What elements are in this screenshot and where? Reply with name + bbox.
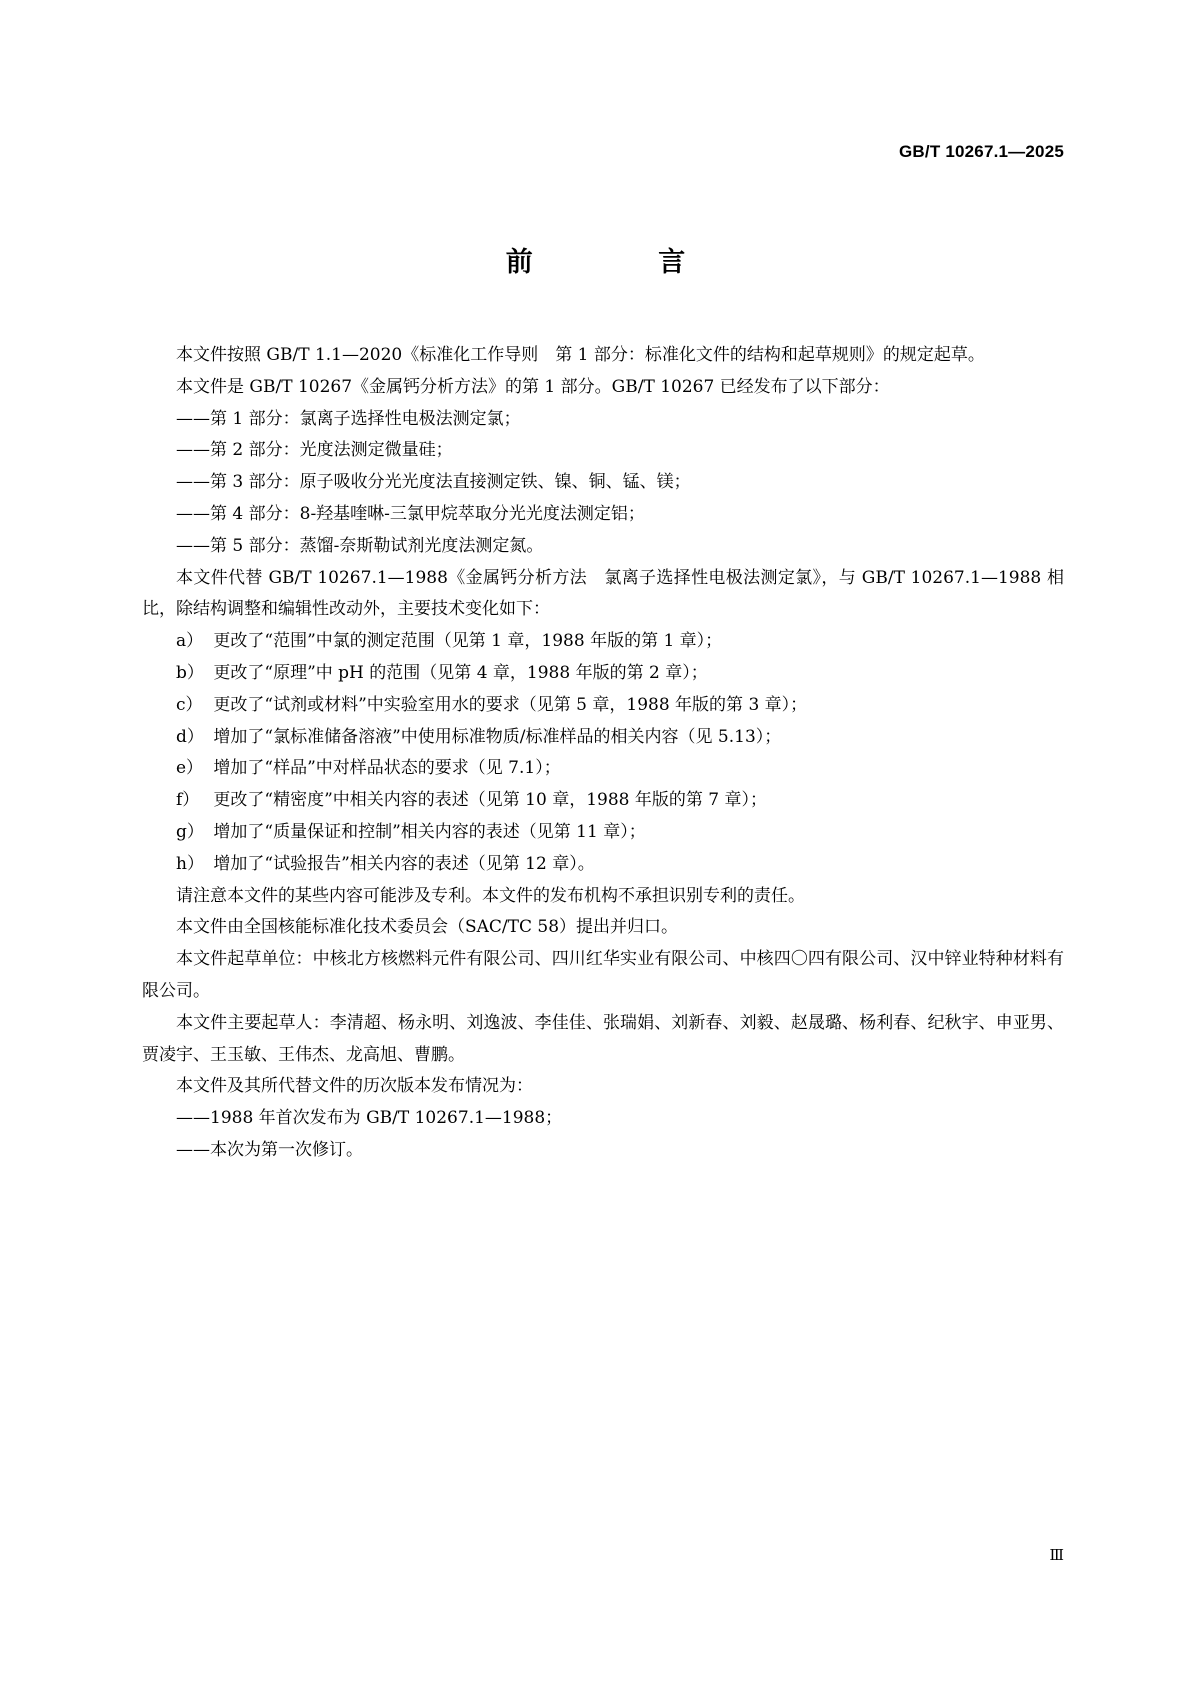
part-list-item: ——第 2 部分：光度法测定微量硅； bbox=[176, 440, 453, 461]
change-text: 增加了“质量保证和控制”相关内容的表述（见第 11 章）； bbox=[213, 821, 646, 842]
part-list-item: ——第 4 部分：8-羟基喹啉-三氯甲烷萃取分光光度法测定铝； bbox=[176, 503, 645, 524]
change-marker: a） bbox=[176, 631, 204, 652]
change-text: 更改了“精密度”中相关内容的表述（见第 10 章，1988 年版的第 7 章）； bbox=[213, 790, 768, 811]
committee-note: 本文件由全国核能标准化技术委员会（SAC/TC 58）提出并归口。 bbox=[176, 917, 679, 938]
change-marker: g） bbox=[176, 821, 204, 842]
change-text: 更改了“范围”中氯的测定范围（见第 1 章，1988 年版的第 1 章）； bbox=[213, 631, 723, 652]
change-item bbox=[142, 817, 1064, 849]
page-number: Ⅲ bbox=[1049, 1546, 1064, 1564]
page-title: 前 言 bbox=[505, 247, 744, 278]
history-item: ——1988 年首次发布为 GB/T 10267.1—1988； bbox=[176, 1108, 563, 1129]
part-list-item: ——第 3 部分：原子吸收分光光度法直接测定铁、镍、铜、锰、镁； bbox=[176, 472, 691, 493]
drafting-units: 本文件起草单位：中核北方核燃料元件有限公司、四川红华实业有限公司、中核四〇四有限公司、汉中锌业特种材料有限公司。 bbox=[142, 949, 1064, 1001]
change-marker: h） bbox=[176, 853, 204, 874]
change-marker: f） bbox=[176, 790, 200, 811]
change-item bbox=[142, 690, 1064, 722]
replace-paragraph: 本文件代替 GB/T 10267.1—1988《金属钙分析方法 氯离子选择性电极法测定氯》，与 GB/T 10267.1—1988 相比，除结构调整和编辑性改动外，主要技术变化如下： bbox=[142, 567, 1064, 620]
change-marker: c） bbox=[176, 694, 203, 715]
change-text: 增加了“试验报告”相关内容的表述（见第 12 章）。 bbox=[213, 853, 595, 874]
change-marker: d） bbox=[176, 726, 204, 747]
change-item bbox=[142, 753, 1064, 785]
change-item bbox=[142, 785, 1064, 817]
change-marker: b） bbox=[176, 662, 204, 683]
change-text: 更改了“原理”中 pH 的范围（见第 4 章，1988 年版的第 2 章）； bbox=[213, 662, 708, 683]
change-text: 增加了“样品”中对样品状态的要求（见 7.1）； bbox=[213, 758, 561, 779]
foreword-body bbox=[142, 340, 1064, 1167]
change-item bbox=[142, 658, 1064, 690]
patent-note: 请注意本文件的某些内容可能涉及专利。本文件的发布机构不承担识别专利的责任。 bbox=[176, 885, 805, 906]
change-item bbox=[142, 722, 1064, 754]
intro-paragraph: 本文件按照 GB/T 1.1—2020《标准化工作导则 第 1 部分：标准化文件的结构和起草规则》的规定起草。 bbox=[176, 345, 985, 365]
change-marker: e） bbox=[176, 758, 204, 779]
change-item bbox=[142, 626, 1064, 658]
drafters: 本文件主要起草人：李清超、杨永明、刘逸波、李佳佳、张瑞娟、刘新春、刘毅、赵晟璐、杨利春、纪秋宇、申亚男、贾凌宇、王玉敏、王伟杰、龙高旭、曹鹏。 bbox=[142, 1012, 1064, 1065]
history-intro: 本文件及其所代替文件的历次版本发布情况为： bbox=[176, 1076, 533, 1097]
change-text: 更改了“试剂或材料”中实验室用水的要求（见第 5 章，1988 年版的第 3 章）； bbox=[213, 694, 808, 715]
part-list-item: ——第 1 部分：氯离子选择性电极法测定氯； bbox=[176, 408, 521, 429]
history-item: ——本次为第一次修订。 bbox=[176, 1139, 363, 1160]
intro-paragraph: 本文件是 GB/T 10267《金属钙分析方法》的第 1 部分。GB/T 10267 已经发布了以下部分： bbox=[176, 376, 890, 397]
part-list-item: ——第 5 部分：蒸馏-奈斯勒试剂光度法测定氮。 bbox=[176, 535, 544, 556]
standard-number: GB/T 10267.1—2025 bbox=[899, 142, 1064, 161]
change-text: 增加了“氯标准储备溶液”中使用标准物质/标准样品的相关内容（见 5.13）； bbox=[213, 726, 782, 747]
change-item bbox=[142, 849, 1064, 881]
